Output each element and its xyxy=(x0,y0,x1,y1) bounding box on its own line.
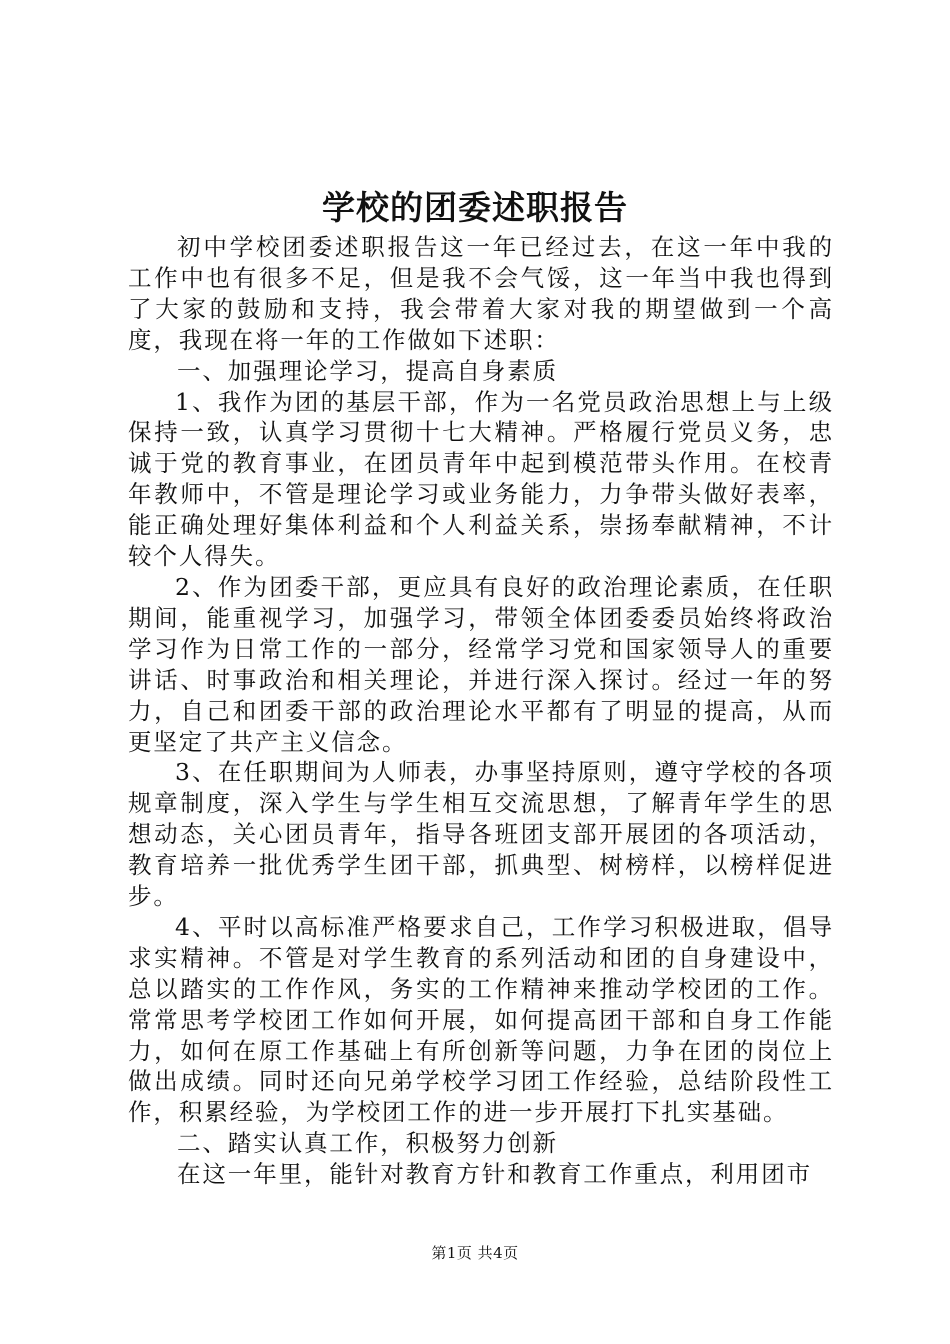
document-title: 学校的团委述职报告 xyxy=(322,188,628,227)
document-body xyxy=(128,232,834,1190)
closing-paragraph: 在这一年里，能针对教育方针和教育工作重点，利用团市 xyxy=(177,1160,812,1189)
section-heading-1: 一、加强理论学习，提高自身素质 xyxy=(177,356,558,385)
paragraph-item-4: 4、平时以高标准严格要求自己，工作学习积极进取，倡导求实精神。不管是对学生教育的系列活动和团的自身建设中，总以踏实的工作作风，务实的工作精神来推动学校团的工作。常常思考学校团工作如何开展，如何提高团干部和自身工作能力，如何在原工作基础上有所创新等问题，力争在团的岗位上做出成绩。同时还向兄弟学校学习团工作经验，总结阶段性工作，积累经验，为学校团工作的进一步开展打下扎实基础。 xyxy=(128,912,834,1127)
paragraph-item-1: 1、我作为团的基层干部，作为一名党员政治思想上与上级保持一致，认真学习贯彻十七大精神。严格履行党员义务，忠诚于党的教育事业，在团员青年中起到模范带头作用。在校青年教师中，不管是理论学习或业务能力，力争带头做好表率，能正确处理好集体利益和个人利益关系，崇扬奉献精神，不计较个人得失。 xyxy=(128,387,834,571)
paragraph-item-3: 3、在任职期间为人师表，办事坚持原则，遵守学校的各项规章制度，深入学生与学生相互交流思想，了解青年学生的思想动态，关心团员青年，指导各班团支部开展团的各项活动，教育培养一批优秀学生团干部，抓典型、树榜样，以榜样促进步。 xyxy=(128,758,834,911)
section-heading-2: 二、踏实认真工作，积极努力创新 xyxy=(177,1129,558,1158)
intro-paragraph: 初中学校团委述职报告这一年已经过去，在这一年中我的工作中也有很多不足，但是我不会气馁，这一年当中我也得到了大家的鼓励和支持，我会带着大家对我的期望做到一个高度，我现在将一年的工作做如下述职： xyxy=(128,233,834,354)
page-footer: 第1页 共4页 xyxy=(431,1244,519,1262)
paragraph-item-2: 2、作为团委干部，更应具有良好的政治理论素质，在任职期间，能重视学习，加强学习，带领全体团委委员始终将政治学习作为日常工作的一部分，经常学习党和国家领导人的重要讲话、时事政治和相关理论，并进行深入探讨。经过一年的努力，自己和团委干部的政治理论水平都有了明显的提高，从而更坚定了共产主义信念。 xyxy=(128,572,834,756)
